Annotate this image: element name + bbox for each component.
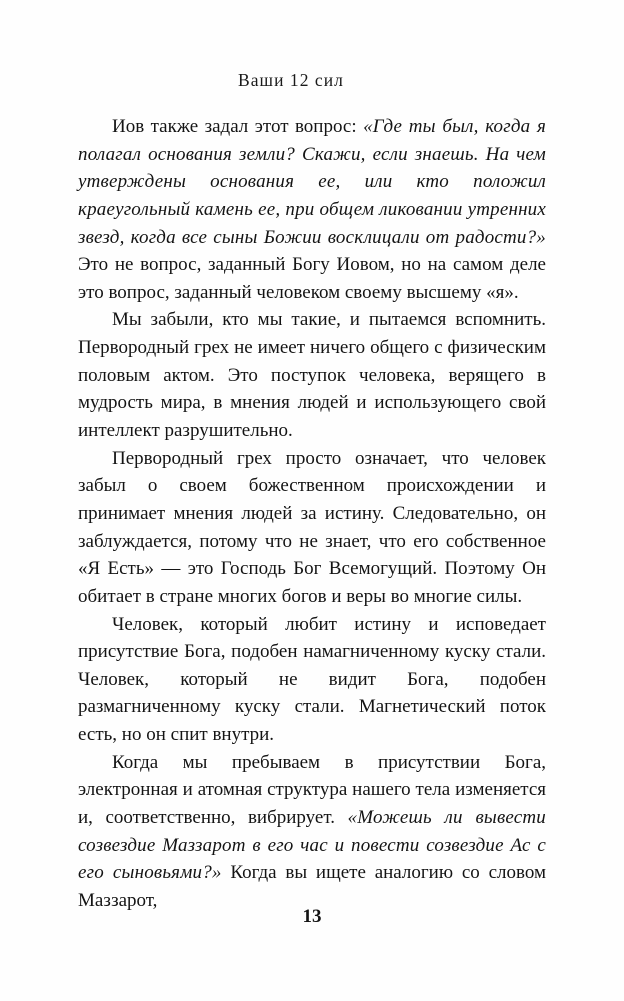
- page-content: [78, 70, 547, 927]
- text-segment: Это не вопрос, заданный Богу Иовом, но на самом деле это вопрос, заданный человеком своему высшему «я».: [78, 254, 546, 303]
- quote-segment: «Можешь ли вывести созвездие Маззарот в его час и повести созвездие Ас с его сыновьями?»: [78, 807, 546, 884]
- page-number: 13: [302, 906, 322, 927]
- text-segment: Когда вы ищете аналогию со словом Маззарот,: [78, 862, 546, 911]
- text-segment: Иов также задал этот вопрос:: [112, 116, 364, 137]
- paragraph: [78, 749, 546, 915]
- running-head: Ваши 12 сил: [238, 70, 344, 90]
- text-segment: Человек, который любит истину и исповедает присутствие Бога, подобен намагниченному куску стали. Человек, который не видит Бога, подобен размагниченному куску стали. Магнетический поток есть, но он спит внутри.: [78, 613, 546, 746]
- paragraph: [78, 445, 546, 611]
- text-segment: Первородный грех просто означает, что человек забыл о своем божественном происхождении и принимает мнения людей за истину. Следовательно, он заблуждается, потому что не знает, что его собственное «Я Есть» — это Господь Бог Всемогущий. Поэтому Он обитает в стране многих богов и веры во многие силы.: [78, 447, 546, 607]
- quote-segment: «Где ты был, когда я полагал основания земли? Скажи, если знаешь. На чем утверждены основания ее, или кто положил краеугольный камень ее, при общем ликовании утренних звезд, когда все сыны Божии восклицали от радости?»: [78, 116, 547, 248]
- body-text: [78, 113, 546, 915]
- paragraph: [78, 113, 546, 306]
- paragraph: [78, 306, 546, 444]
- paragraph: [78, 611, 546, 749]
- text-segment: Мы забыли, кто мы такие, и пытаемся вспомнить. Первородный грех не имеет ничего общего с физическим половым актом. Это поступок человека, верящего в мудрость мира, в мнения людей и использующего свой интеллект разрушительно.: [78, 309, 546, 442]
- text-segment: Когда мы пребываем в присутствии Бога, электронная и атомная структура нашего тела изменяется и, соответственно, вибрирует.: [78, 751, 546, 829]
